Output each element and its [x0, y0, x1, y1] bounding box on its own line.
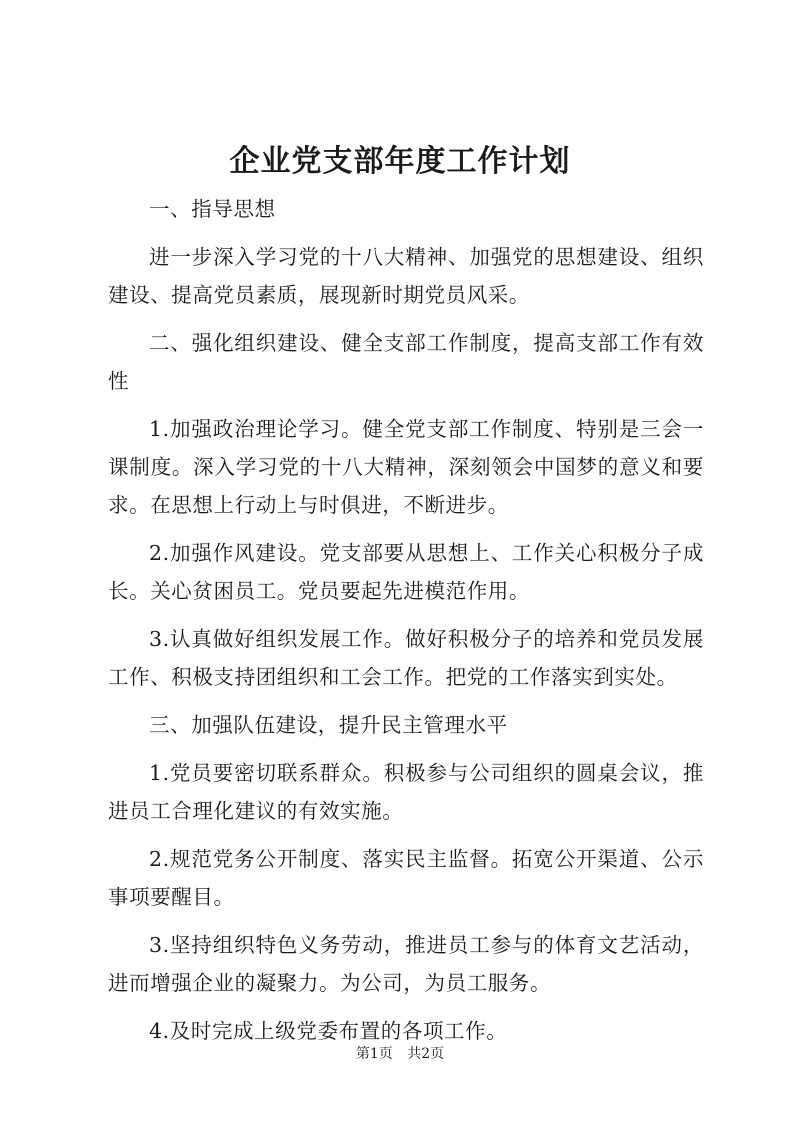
page-footer	[0, 1044, 800, 1064]
paragraph: 4.及时完成上级党委布置的各项工作。	[149, 1019, 508, 1043]
section-heading-organization: 二、强化组织建设、健全支部工作制度，提高支部工作有效性	[108, 331, 704, 393]
document-body	[108, 190, 704, 1060]
document-title: 企业党支部年度工作计划	[229, 144, 571, 179]
paragraph: 1.加强政治理论学习。健全党支部工作制度、特别是三会一课制度。深入学习党的十八大精神，深刻领会中国梦的意义和要求。在思想上行动上与时俱进，不断进步。	[108, 417, 704, 517]
paragraph: 2.规范党务公开制度、落实民主监督。拓宽公开渠道、公示事项要醒目。	[108, 847, 704, 909]
paragraph: 进一步深入学习党的十八大精神、加强党的思想建设、组织建设、提高党员素质，展现新时期党员风采。	[108, 245, 704, 307]
paragraph: 3.认真做好组织发展工作。做好积极分子的培养和党员发展工作、积极支持团组织和工会工作。把党的工作落实到实处。	[108, 627, 704, 689]
section-heading-guiding-ideology: 一、指导思想	[149, 197, 276, 221]
paragraph: 3.坚持组织特色义务劳动，推进员工参与的体育文艺活动，进而增强企业的凝聚力。为公司，为员工服务。	[108, 933, 704, 995]
section-heading-team-building: 三、加强队伍建设，提升民主管理水平	[149, 713, 508, 737]
paragraph: 1.党员要密切联系群众。积极参与公司组织的圆桌会议，推进员工合理化建议的有效实施。	[108, 761, 704, 823]
page-number-current: 第1页	[355, 1046, 393, 1062]
paragraph: 2.加强作风建设。党支部要从思想上、工作关心积极分子成长。关心贫困员工。党员要起先进模范作用。	[108, 541, 704, 603]
page-number-total: 共2页	[407, 1046, 445, 1062]
